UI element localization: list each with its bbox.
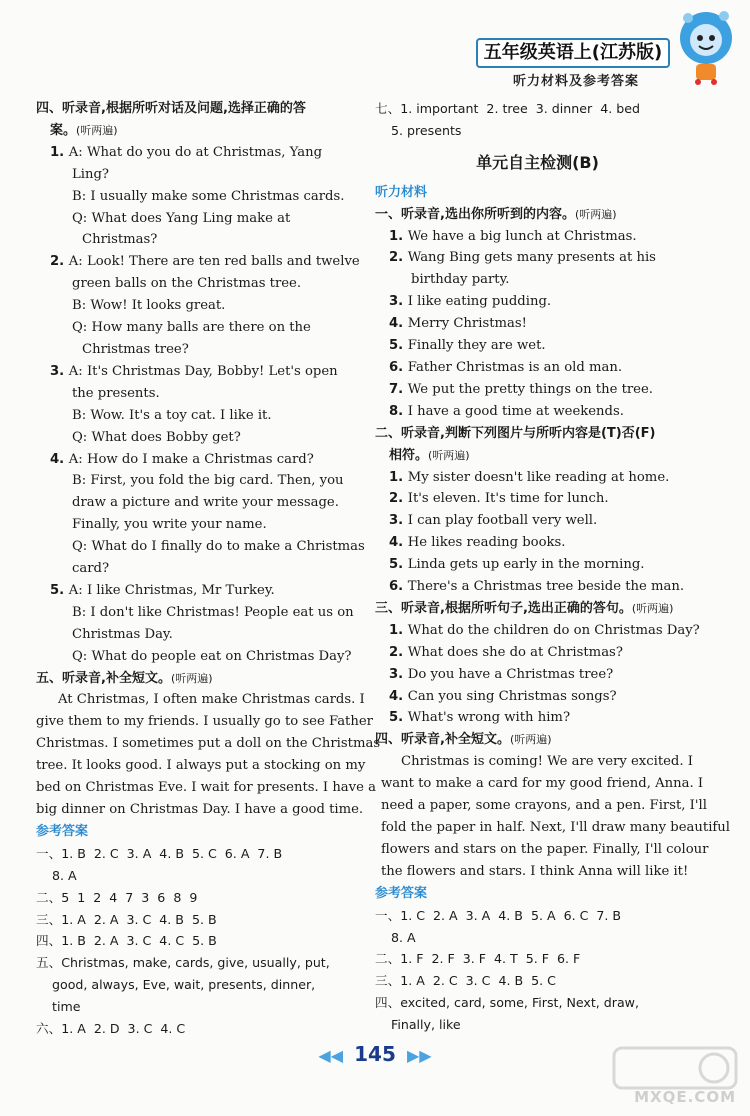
list-item <box>36 558 366 580</box>
item-text: A: I like Christmas, Mr Turkey. <box>68 582 275 598</box>
item-text: A: What do you do at Christmas, Yang <box>68 144 323 160</box>
text-line: 一、1. B 2. C 3. A 4. B 5. C 6. A 7. B <box>36 845 283 861</box>
list-item <box>375 247 700 269</box>
list-item <box>36 492 366 514</box>
list-item <box>375 620 700 642</box>
item-text: What's wrong with him? <box>407 710 571 726</box>
text-line: 三、1. A 2. C 3. C 4. B 5. C <box>375 973 556 989</box>
prev-arrows-icon: ◀◀ <box>318 1046 344 1065</box>
item-text: B: Wow. It's a toy cat. I like it. <box>72 407 272 423</box>
item-text: Christmas tree? <box>82 341 189 357</box>
section-4-dialogues <box>36 142 366 668</box>
item-text: B: First, you fold the big card. Then, you <box>72 473 344 489</box>
text-line: give them to my friends. I usually go to see Father <box>36 714 373 730</box>
text-line: 一、1. C 2. A 3. A 4. B 5. A 6. C 7. B <box>375 907 622 923</box>
item-text: Q: What do people eat on Christmas Day? <box>72 648 352 664</box>
list-item <box>36 646 366 668</box>
text-line: flowers and stars on the paper. Finally, I'll colour <box>381 841 709 857</box>
item-number: 3. <box>389 294 408 310</box>
item-text: Wang Bing gets many presents at his <box>407 250 656 266</box>
text-line: time <box>36 999 81 1015</box>
section-5-title: 五、听录音,补全短文。(听两遍) <box>36 670 213 686</box>
item-text: There's a Christmas tree beside the man. <box>407 579 685 595</box>
right-column <box>375 98 731 1036</box>
item-text: What does she do at Christmas? <box>407 644 623 660</box>
item-text: Father Christmas is an old man. <box>407 359 623 375</box>
list-item <box>36 470 366 492</box>
mascot-icon <box>670 8 736 86</box>
text-line: 8. A <box>36 867 77 883</box>
item-text: A: How do I make a Christmas card? <box>68 451 314 467</box>
item-text: A: Look! There are ten red balls and twelve <box>68 254 360 270</box>
item-text: Can you sing Christmas songs? <box>407 688 617 704</box>
item-text: Do you have a Christmas tree? <box>407 666 614 682</box>
item-number: 1. <box>389 469 408 485</box>
list-item <box>36 405 366 427</box>
text-line: big dinner on Christmas Day. I have a good time. <box>36 802 364 817</box>
list-item <box>375 291 700 313</box>
item-number: 7. <box>389 381 408 397</box>
item-number: 6. <box>389 579 408 595</box>
list-item <box>375 401 700 423</box>
item-number: 4. <box>389 316 408 332</box>
section-5-passage <box>36 689 381 820</box>
list-item <box>375 707 700 729</box>
item-number: 5. <box>50 582 69 598</box>
text-line: 5. presents <box>375 122 462 138</box>
list-item <box>36 514 366 536</box>
item-text: It's eleven. It's time for lunch. <box>407 491 609 507</box>
item-number: 2. <box>389 491 408 507</box>
unit-title: 单元自主检测(B) <box>476 152 599 172</box>
list-item <box>36 536 366 558</box>
item-text: the presents. <box>72 385 160 401</box>
list-item <box>375 379 700 401</box>
section-4-title: 四、听录音,根据所听对话及问题,选择正确的答 <box>36 101 306 116</box>
page-header <box>466 8 736 88</box>
item-text: B: I usually make some Christmas cards. <box>72 188 345 204</box>
list-item <box>36 295 366 317</box>
list-item <box>375 313 700 335</box>
list-item <box>375 554 700 576</box>
r-section-4-passage <box>375 751 731 882</box>
item-number: 1. <box>50 144 69 160</box>
item-text: I like eating pudding. <box>407 294 552 310</box>
text-line: 三、1. A 2. A 3. C 4. B 5. B <box>36 911 217 927</box>
item-text: I have a good time at weekends. <box>407 403 624 419</box>
list-item <box>36 449 366 471</box>
list-item <box>375 532 700 554</box>
item-number: 5. <box>389 710 408 726</box>
text-line: 六、1. A 2. D 3. C 4. C <box>36 1021 186 1037</box>
item-number: 3. <box>50 363 69 379</box>
item-text: Ling? <box>72 166 109 182</box>
text-line: bed on Christmas Eve. I wait for presents. I have a <box>36 780 376 796</box>
section-7-answers <box>375 98 700 142</box>
r-section-2-title-cont: 相符。(听两遍) <box>389 447 470 463</box>
item-number: 2. <box>50 254 69 270</box>
item-text: card? <box>72 561 110 577</box>
item-text: Finally they are wet. <box>407 338 546 354</box>
item-text: What do the children do on Christmas Day? <box>407 622 700 638</box>
list-item <box>36 317 366 339</box>
item-text: Christmas? <box>82 232 158 248</box>
item-text: A: It's Christmas Day, Bobby! Let's open <box>68 363 338 379</box>
text-line: 8. A <box>375 929 416 945</box>
item-number: 3. <box>389 513 408 529</box>
list-item <box>36 602 366 624</box>
text-line: 四、excited, card, some, First, Next, draw, <box>375 995 639 1011</box>
watermark-text: MXQE.COM <box>634 1088 736 1106</box>
list-item <box>36 361 366 383</box>
list-item <box>375 510 700 532</box>
item-text: We put the pretty things on the tree. <box>407 381 653 397</box>
text-line: 五、Christmas, make, cards, give, usually, put, <box>36 955 330 971</box>
item-text: Q: What do I finally do to make a Christmas <box>72 539 365 555</box>
item-text: We have a big lunch at Christmas. <box>407 228 637 244</box>
item-number: 1. <box>389 622 408 638</box>
item-text: Merry Christmas! <box>407 316 527 332</box>
list-item <box>375 686 700 708</box>
text-line: Christmas. I sometimes put a doll on the Christmas <box>36 736 381 752</box>
item-text: B: I don't like Christmas! People eat us on <box>72 604 354 620</box>
item-text: Q: What does Yang Ling make at <box>72 210 291 226</box>
r-section-2-title: 二、听录音,判断下列图片与所听内容是(T)否(F) <box>375 425 656 441</box>
text-line: 四、1. B 2. A 3. C 4. C 5. B <box>36 933 217 949</box>
item-number: 6. <box>389 359 408 375</box>
answers-title: 参考答案 <box>36 823 89 839</box>
r-section-1-title: 一、听录音,选出你所听到的内容。(听两遍) <box>375 206 617 222</box>
list-item <box>375 335 700 357</box>
item-number: 4. <box>50 451 69 467</box>
item-text: I can play football very well. <box>407 513 598 529</box>
item-number: 3. <box>389 666 408 682</box>
item-number: 5. <box>389 338 408 354</box>
list-item <box>375 664 700 686</box>
list-item <box>375 226 700 248</box>
text-line: Christmas is coming! We are very excited. I <box>401 754 693 770</box>
item-number: 5. <box>389 557 408 573</box>
list-item <box>36 251 366 273</box>
r-section-4-title: 四、听录音,补全短文。(听两遍) <box>375 732 552 748</box>
list-item <box>375 642 700 664</box>
text-line: the flowers and stars. I think Anna will like it! <box>381 863 689 879</box>
item-text: Finally, you write your name. <box>72 517 267 533</box>
item-text: Christmas Day. <box>72 626 173 642</box>
list-item <box>375 467 700 489</box>
text-line: good, always, Eve, wait, presents, dinner, <box>36 977 316 993</box>
text-line: need a paper, some crayons, and a pen. First, I'll <box>381 798 707 814</box>
item-text: B: Wow! It looks great. <box>72 298 226 314</box>
list-item <box>375 576 700 598</box>
r-section-1-items <box>375 226 700 423</box>
r-section-3-title: 三、听录音,根据所听句子,选出正确的答句。(听两遍) <box>375 600 674 616</box>
list-item <box>36 142 366 164</box>
text-line: tree. It looks good. I always put a stocking on my <box>36 758 366 774</box>
text-line: 二、5 1 2 4 7 3 6 8 9 <box>36 889 198 905</box>
list-item <box>36 383 366 405</box>
item-number: 2. <box>389 250 408 266</box>
page-number: 145 <box>354 1042 396 1066</box>
book-subtitle: 听力材料及参考答案 <box>512 74 639 89</box>
item-text: birthday party. <box>411 272 510 288</box>
item-text: green balls on the Christmas tree. <box>72 276 302 292</box>
text-line: 二、1. F 2. F 3. F 4. T 5. F 6. F <box>375 951 581 967</box>
left-column <box>36 98 381 1040</box>
item-text: My sister doesn't like reading at home. <box>407 469 670 485</box>
item-number: 4. <box>389 688 408 704</box>
list-item <box>375 269 700 291</box>
r-section-2-items <box>375 467 700 598</box>
item-text: Q: How many balls are there on the <box>72 320 311 336</box>
list-item <box>36 339 366 361</box>
list-item <box>36 208 366 230</box>
list-item <box>375 488 700 510</box>
list-item <box>36 624 366 646</box>
listening-title: 听力材料 <box>375 184 428 200</box>
item-text: He likes reading books. <box>407 535 566 551</box>
list-item <box>36 164 366 186</box>
r-answers-title: 参考答案 <box>375 885 428 901</box>
text-line: At Christmas, I often make Christmas cards. I <box>58 692 365 708</box>
list-item <box>36 186 366 208</box>
item-text: Q: What does Bobby get? <box>72 429 241 445</box>
item-number: 1. <box>389 228 408 244</box>
item-number: 8. <box>389 403 408 419</box>
answer-key <box>36 843 366 1040</box>
list-item <box>36 229 366 251</box>
item-number: 4. <box>389 535 408 551</box>
book-title: 五年级英语上(江苏版) <box>476 38 670 68</box>
r-section-3-items <box>375 620 700 730</box>
next-arrows-icon: ▶▶ <box>406 1046 432 1065</box>
item-number: 2. <box>389 644 408 660</box>
list-item <box>36 427 366 449</box>
text-line: want to make a card for my good friend, Anna. I <box>381 776 704 792</box>
list-item <box>36 273 366 295</box>
list-item <box>36 580 366 602</box>
r-answer-key <box>375 905 700 1036</box>
list-item <box>375 357 700 379</box>
item-text: draw a picture and write your message. <box>72 495 339 511</box>
text-line: 七、1. important 2. tree 3. dinner 4. bed <box>375 101 640 116</box>
item-text: Linda gets up early in the morning. <box>407 557 645 573</box>
text-line: Finally, like <box>375 1017 461 1033</box>
text-line: fold the paper in half. Next, I'll draw many beautiful <box>381 820 731 835</box>
section-4-title-cont: 案。(听两遍) <box>50 122 118 138</box>
